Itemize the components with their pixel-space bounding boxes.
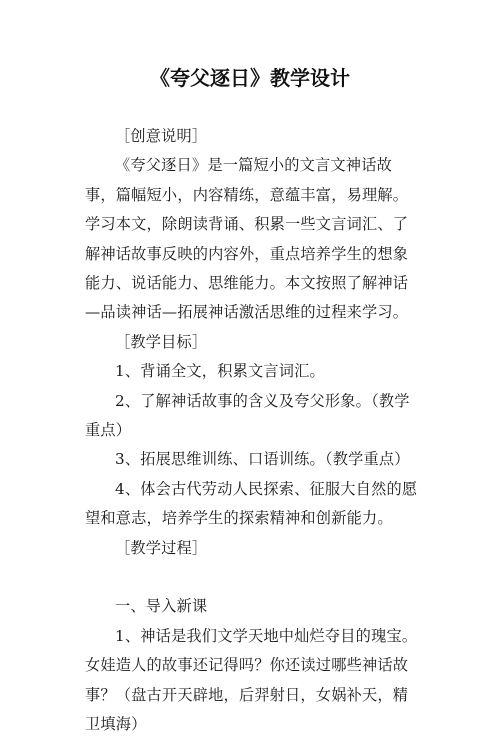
document-title: 《夸父逐日》教学设计 <box>150 66 350 90</box>
goal-item-4: 4、体会古代劳动人民探索、征服大自然的愿望和意志，培养学生的探索精神和创新能力。 <box>85 479 418 528</box>
document-body <box>85 122 420 740</box>
process-step-heading: 一、导入新课 <box>115 597 208 616</box>
paragraph-creative-note: 《夸父逐日》是一篇短小的文言文神话故事，篇幅短小，内容精练，意蕴丰富，易理解。学习本文，除朗读背诵、积累一些文言词汇、了解神话故事反映的内容外，重点培养学生的想象能力、说话能力、思维能力。本文按照了解神话—品读神话—拓展神话激活思维的过程来学习。 <box>85 156 409 322</box>
goal-item-2: 2、了解神话故事的含义及夸父形象。（教学重点） <box>85 391 410 440</box>
goal-item-1: 1、背诵全文，积累文言词汇。 <box>115 362 325 381</box>
section-heading-teaching-process: ［教学过程］ <box>115 538 208 557</box>
goal-item-3: 3、拓展思维训练、口语训练。（教学重点） <box>115 450 410 469</box>
section-heading-creative-note: ［创意说明］ <box>115 127 208 145</box>
blank-line <box>85 563 420 592</box>
process-paragraph-1: 1、神话是我们文学天地中灿烂夺目的瑰宝。女娃造人的故事还记得吗？你还读过哪些神话故事？（盘古开天辟地，后羿射日，女娲补天，精卫填海） <box>85 626 418 734</box>
section-heading-teaching-goals: ［教学目标］ <box>115 332 208 351</box>
